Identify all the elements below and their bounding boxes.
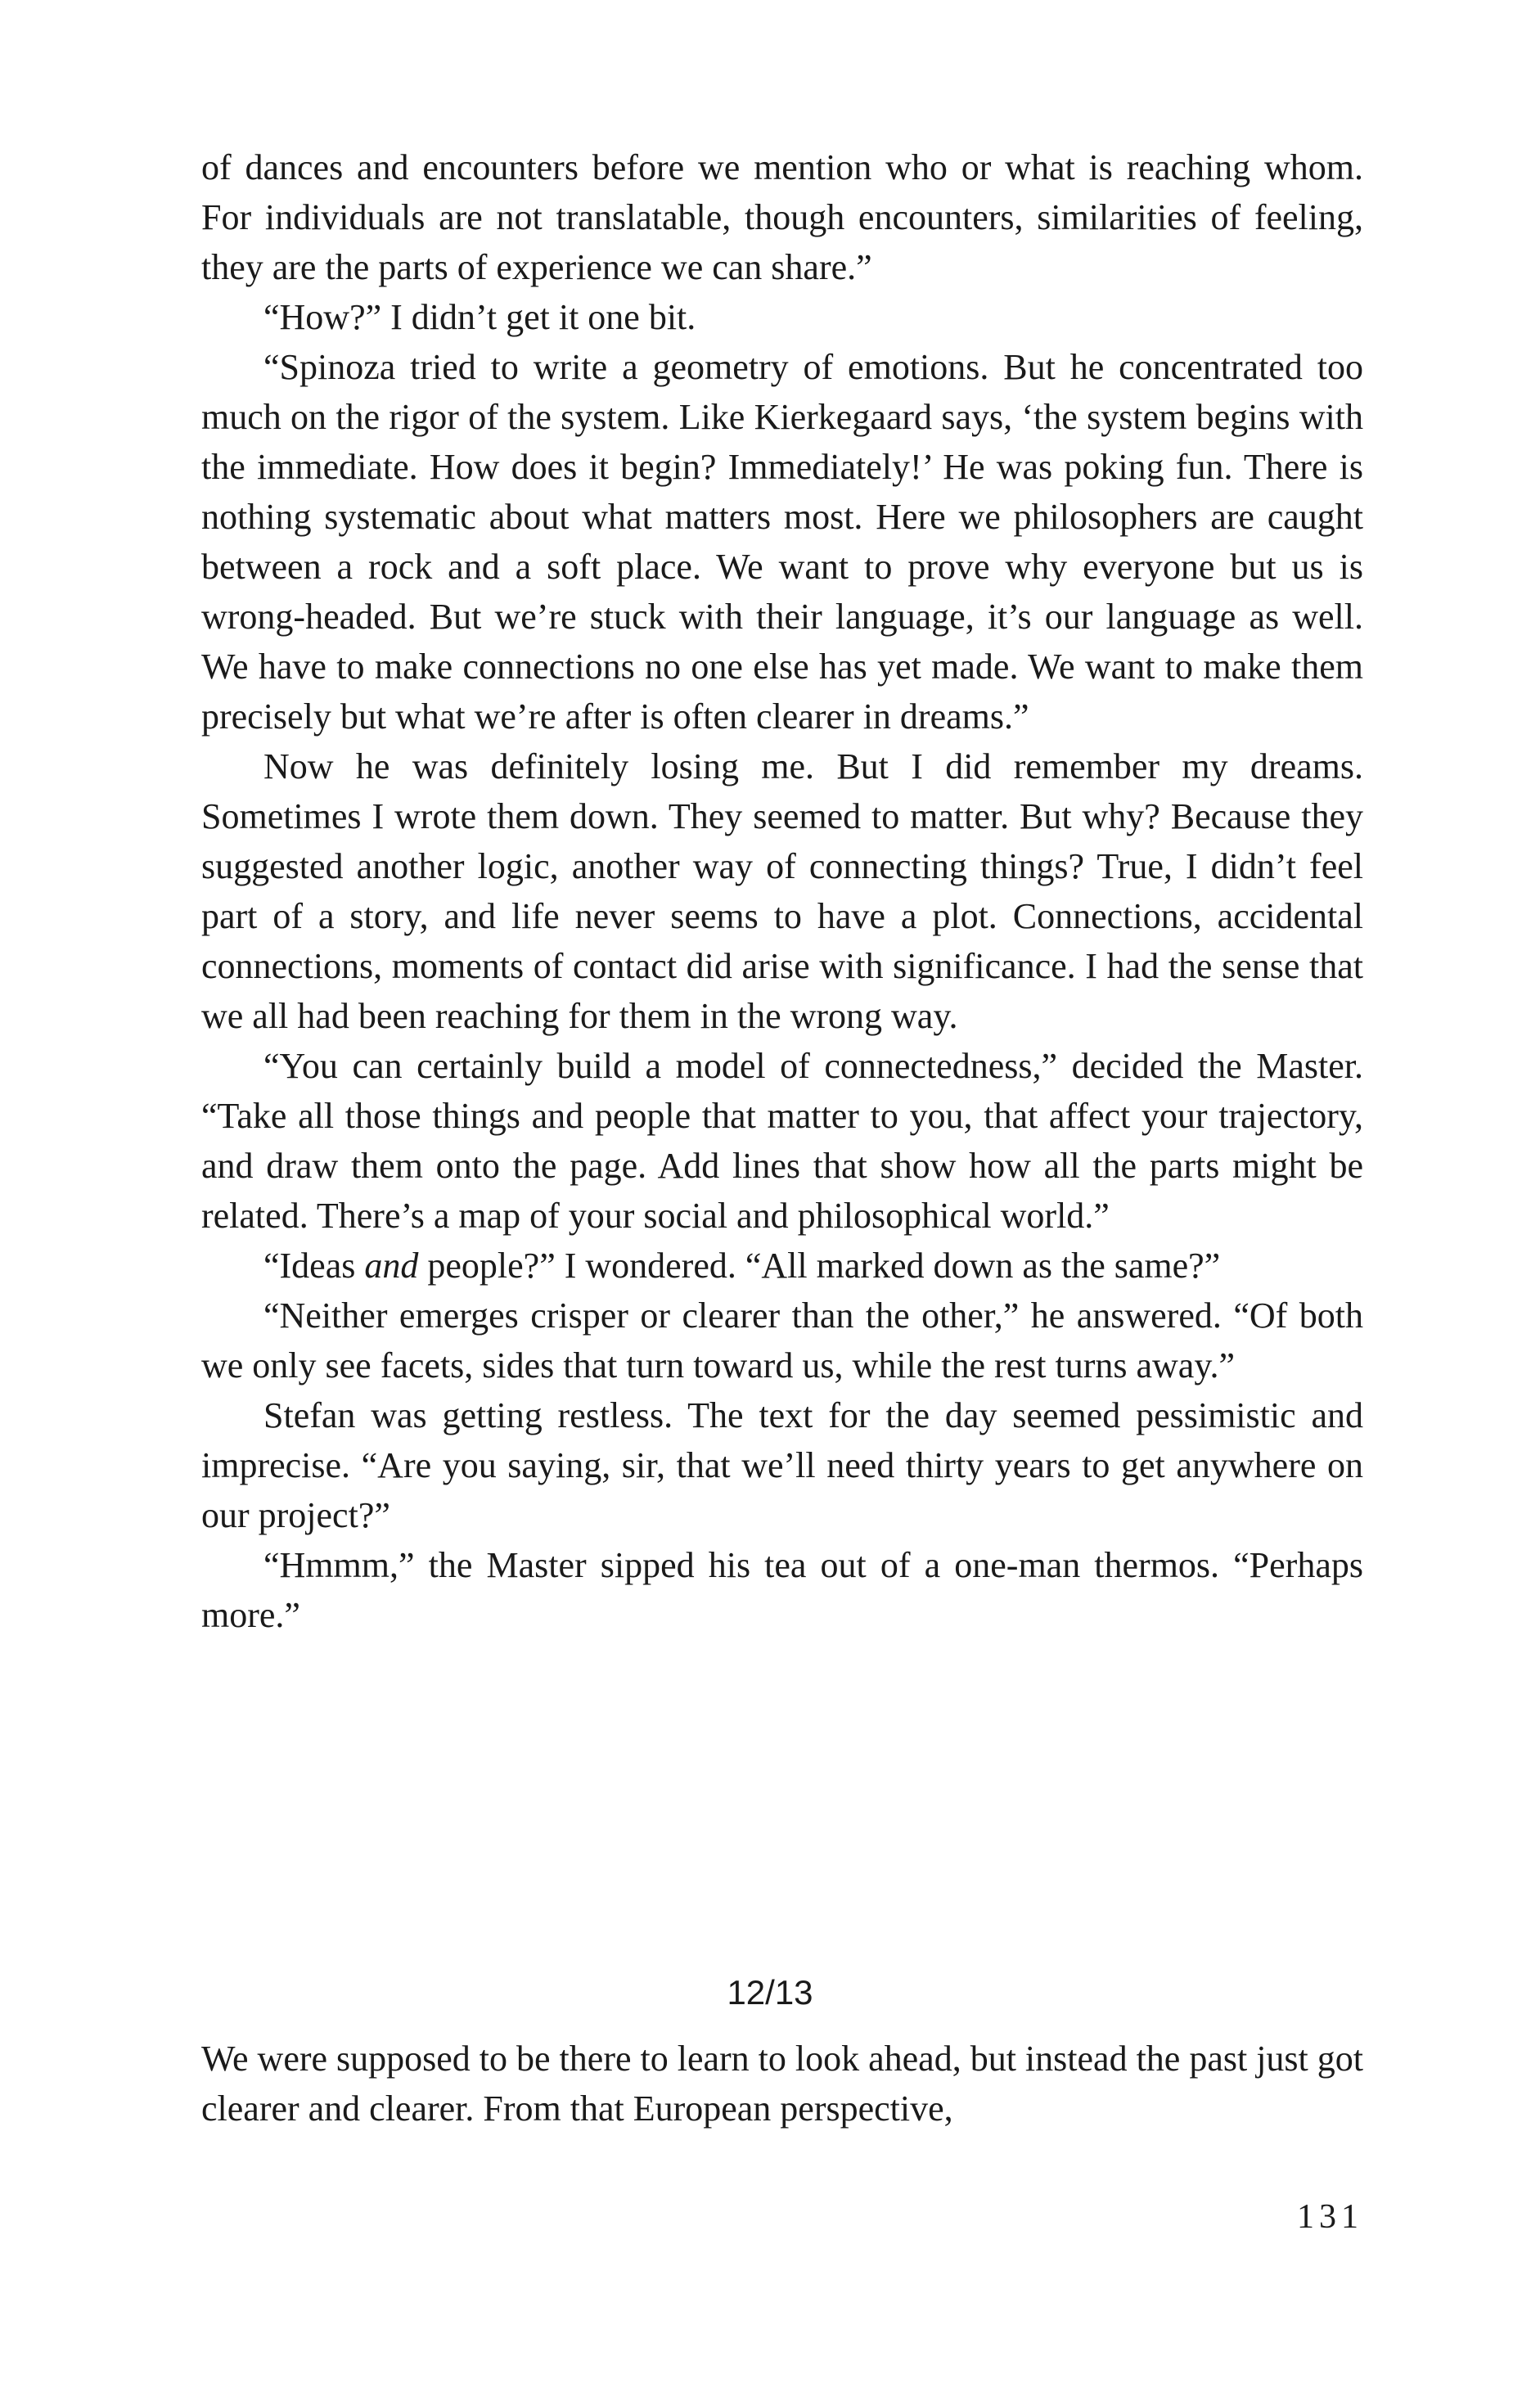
paragraph: “You can certainly build a model of connectedness,” decided the Master. “Take all those things and people that matter to you, that affect your trajectory, and draw them onto the page. Add lines that show how all the parts might be related. There’s a map of your social and philosophical world.” [201,1046,1363,1236]
paragraph: Now he was definitely losing me. But I did remember my dreams. Sometimes I wrote them down. They seemed to matter. But why? Because they suggested another logic, another way of connecting things? True, I didn’t feel part of a story, and life never seems to have a plot. Connections, accidental connections, moments of contact did arise with significance. I had the sense that we all had been reaching for them in the wrong way. [201,746,1363,1036]
paragraph-ideas [201,1241,1363,1291]
section-heading: 12/13 [727,1973,813,2012]
paragraph: “Neither emerges crisper or clearer than the other,” he answered. “Of both we only see facets, sides that turn toward us, while the rest turns away.” [201,1295,1363,1385]
emphasis-text: and [364,1246,419,1286]
paragraph: “Hmmm,” the Master sipped his tea out of a one-man thermos. “Perhaps more.” [201,1545,1363,1635]
paragraph: of dances and encounters before we mention who or what is reaching whom. For individuals are not translatable, though encounters, similarities of feeling, they are the parts of experience we can share.” [201,147,1363,287]
text-span: people?” I wondered. “All marked down as the same?” [418,1246,1221,1286]
paragraph: “Spinoza tried to write a geometry of emotions. But he concentrated too much on the rigor of the system. Like Kierkegaard says, ‘the system begins with the immediate. How does it begin? Immediately!’ He was poking fun. There is nothing systematic about what matters most. Here we philosophers are caught between a rock and a soft place. We want to prove why everyone but us is wrong-headed. But we’re stuck with their language, it’s our language as well. We have to make connections no one else has yet made. We want to make them precisely but what we’re after is often clearer in dreams.” [201,347,1363,737]
body-text [201,142,1363,1640]
paragraph: “How?” I didn’t get it one bit. [263,297,696,337]
paragraph: Stefan was getting restless. The text for the day seemed pessimistic and imprecise. “Are you saying, sir, that we’ll need thirty years to get anywhere on our project?” [201,1395,1363,1535]
page-number: 131 [1297,2198,1363,2236]
paragraph: We were supposed to be there to learn to look ahead, but instead the past just got clearer and clearer. From that European perspective, [201,2039,1363,2129]
text-span: “Ideas [263,1246,365,1286]
section-body-text [201,2034,1363,2133]
